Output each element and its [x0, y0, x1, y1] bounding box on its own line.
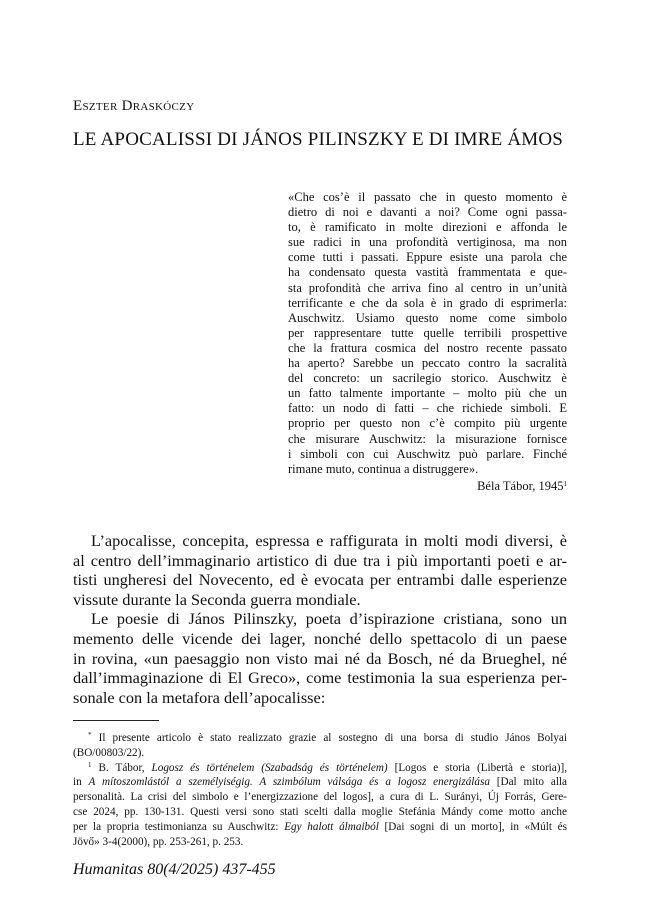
footnote-line: Jövő» 3-4(2000), pp. 253-261, p. 253.	[73, 835, 244, 848]
paragraph-line: in rovina, «un paesaggio non visto mai né da Bosch, né da Brueghel, né	[73, 648, 567, 668]
epigraph-line: rimane muto, continua a distruggere».	[288, 461, 479, 476]
epigraph-line: proprio per questo non c’è compito più urgente	[288, 416, 567, 431]
footnote-text: B. Tábor,	[98, 761, 152, 774]
epigraph-line: del concreto: un sacrilegio storico. Auschwitz è	[288, 371, 567, 386]
epigraph-line: sta profondità che arriva fino al centro in un’unità	[288, 280, 567, 295]
epigraph-line: «Che cos’è il passato che in questo momento è	[288, 190, 567, 204]
paragraph-line: Le poesie di János Pilinszky, poeta d’ispirazione cristiana, sono un	[91, 609, 567, 629]
paragraph-line: tisti ungheresi del Novecento, ed è evocata per entrambi dalle esperienze	[73, 570, 567, 590]
footnote-title-italic: Logosz és történelem (Szabadság és történelem)	[151, 761, 388, 774]
footnote-title-italic: A mítoszomlástól a személyiségig. A szimbólum válsága és a logosz energizálása	[88, 776, 490, 789]
epigraph-line: ha condensato questa vastità frammentata e que-	[288, 265, 567, 280]
author-name: Eszter Draskóczy	[73, 98, 195, 114]
footnote-text: in	[73, 776, 89, 789]
epigraph-line: sue radici in una profondità vertiginosa, ma non	[288, 235, 567, 250]
footnote-text: per la propria testimonianza su Auschwitz:	[73, 820, 285, 833]
paragraph-line: dall’immaginazione di El Greco», come testimonia la sua esperienza per-	[73, 668, 567, 688]
footnote-line: (BO/00803/22).	[73, 746, 145, 759]
footnote-ref[interactable]: 1	[563, 479, 567, 488]
footnote-mark: *	[88, 731, 92, 739]
epigraph-line: Auschwitz. Usiamo questo nome come simbolo	[288, 310, 567, 325]
epigraph-line: ha aperto? Sarebbe un peccato contro la sacralità	[288, 356, 567, 371]
footnote-line	[73, 761, 567, 776]
footnotes	[73, 731, 567, 849]
footnote-line: cse 2024, pp. 130-131. Questi versi sono stati scelti dalla moglie Stefánia Mándy come motto anche	[73, 805, 567, 818]
article-title: LE APOCALISSI DI JÁNOS PILINSZKY E DI IMRE ÁMOS	[73, 129, 564, 150]
epigraph-line: come tutti i passati. Eppure esiste una parola che	[288, 250, 567, 265]
epigraph	[288, 190, 567, 494]
footnote-text: [Dai sogni di un morto], in «Múlt és	[378, 820, 567, 833]
paragraph-line: L’apocalisse, concepita, espressa e raffigurata in molti modi diversi, è	[91, 531, 567, 550]
footnote-title-italic: Egy halott álmaiból	[284, 820, 379, 833]
attribution-text: Béla Tábor, 1945	[477, 478, 564, 493]
epigraph-line: un fatto talmente importante – molto più che un	[288, 386, 567, 401]
epigraph-line: terrificante e che da sola è in grado di esprimerla:	[288, 295, 567, 310]
epigraph-line: fatto: un nodo di fatti – che richiede simboli. E	[288, 401, 567, 416]
epigraph-line: che misurare Auschwitz: la misurazione fornisce	[288, 431, 567, 446]
footnote-divider	[73, 720, 159, 721]
epigraph-line: dietro di noi e davanti a noi? Come ogni passa-	[288, 205, 567, 220]
epigraph-line: to, è ramificato in molte direzioni e affonda le	[288, 220, 567, 235]
footnote-text: [Dal mito alla	[489, 776, 567, 789]
epigraph-attribution	[288, 479, 567, 494]
footnote-line	[73, 731, 567, 746]
paragraph-line: memento delle vicende dei lager, nonché dello spettacolo di un paese	[73, 628, 567, 648]
footnote-line	[73, 820, 567, 835]
paragraph-line: sonale con la metafora dell’apocalisse:	[73, 687, 326, 707]
epigraph-line: per rappresentare tutte quelle terribili prospettive	[288, 325, 567, 340]
body-text	[73, 531, 567, 707]
paragraph-line: al centro dell’immaginario artistico di due tra i più importanti poeti e ar-	[73, 550, 567, 570]
footnote-text: Il presente articolo è stato realizzato grazie al sostegno di una borsa di studio János Bolyai	[98, 732, 568, 744]
footnote-line	[73, 775, 567, 790]
footnote-line: personalità. La crisi del simbolo e l’energizzazione del logos], a cura di L. Surányi, Új Forrás, Gere-	[73, 791, 567, 804]
paragraph-line: vissute durante la Seconda guerra mondiale.	[73, 589, 361, 609]
footnote-mark: 1	[88, 760, 92, 769]
epigraph-line: i simboli con cui Auschwitz può parlare. Finché	[288, 446, 567, 461]
journal-citation: Humanitas 80(4/2025) 437-455	[73, 861, 276, 878]
footnote-text: [Logos e storia (Libertà e storia)],	[387, 761, 567, 774]
epigraph-line: che la frattura cosmica del nostro recente passato	[288, 340, 567, 355]
